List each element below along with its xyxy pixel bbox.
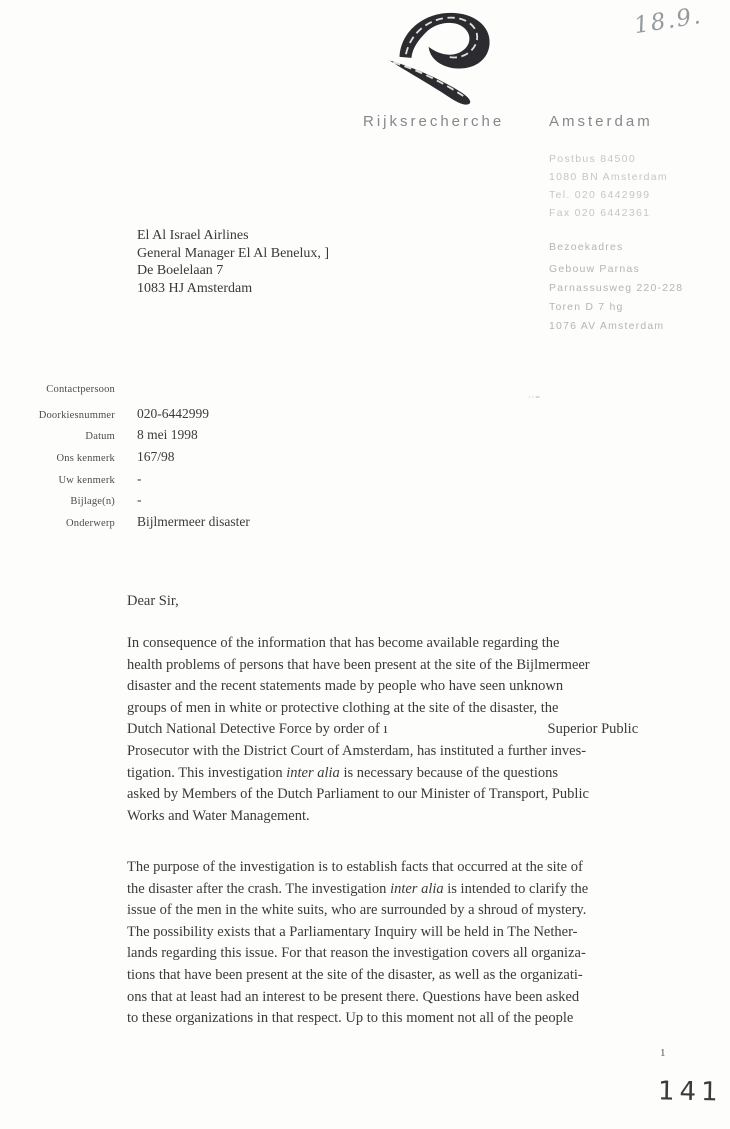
meta-value: -	[137, 492, 142, 508]
meta-row	[0, 427, 420, 449]
text-line: Postbus 84500	[549, 153, 636, 165]
text-line: tigation. This investigation inter alia is necessary because of the questions	[127, 764, 559, 781]
text-line: asked by Members of the Dutch Parliament to our Minister of Transport, Public	[127, 786, 589, 803]
text-line: The possibility exists that a Parliamentary Inquiry will be held in The Nether-	[127, 923, 578, 940]
meta-row	[0, 384, 420, 406]
text-line: Parnassusweg 220-228	[549, 282, 684, 294]
reference-block	[0, 384, 420, 536]
recipient-address-block	[137, 227, 329, 297]
page-number: 1	[660, 1047, 666, 1059]
meta-value: 8 mei 1998	[137, 427, 198, 443]
text-line: El Al Israel Airlines	[137, 228, 249, 243]
org-name: Rijksrecherche	[363, 113, 505, 130]
meta-label: Contactpersoon	[46, 384, 115, 395]
rijksrecherche-logo	[383, 6, 518, 106]
text-line: tions that have been present at the site of the disaster, as well as the organizati-	[127, 966, 583, 983]
text-line: 1076 AV Amsterdam	[549, 320, 665, 332]
text-line: Dutch National Detective Force by order of ı Superior Public	[127, 721, 639, 738]
text-line: The purpose of the investigation is to establish facts that occurred at the site of	[127, 859, 583, 875]
meta-label: Onderwerp	[65, 518, 115, 530]
text-line: Toren D 7 hg	[549, 301, 624, 313]
meta-row	[0, 514, 420, 536]
text-line: Tel. 020 6442999	[549, 189, 651, 201]
handwritten-date-note: 18.9.	[632, 2, 705, 40]
text-line: In consequence of the information that has become available regarding the	[127, 635, 560, 651]
meta-row	[0, 406, 420, 428]
text-line: Fax 020 6442361	[549, 207, 651, 219]
text-line: lands regarding this issue. For that reason the investigation covers all organiza-	[127, 945, 586, 962]
meta-value: 167/98	[137, 449, 175, 465]
text-line: De Boelelaan 7	[137, 263, 224, 278]
text-line: ons that at least had an interest to be present there. Questions have been asked	[127, 988, 580, 1005]
salutation: Dear Sir,	[127, 593, 179, 609]
body-paragraph-1	[127, 633, 638, 827]
text-line: health problems of persons that have been present at the site of the Bijlmermeer	[127, 656, 590, 673]
text-line: 1083 HJ Amsterdam	[137, 280, 253, 296]
pencil-smudge-mark: ··=	[528, 393, 541, 402]
archive-stamp-number: 141	[657, 1076, 723, 1108]
org-city: Amsterdam	[549, 113, 653, 130]
text-line: 1080 BN Amsterdam	[549, 171, 668, 183]
text-line: the disaster after the crash. The investigation inter alia is intended to clarify the	[127, 880, 589, 897]
text-line: to these organizations in that respect. Up to this moment not all of the people	[127, 1010, 574, 1027]
meta-row	[0, 449, 420, 471]
text-line: issue of the men in the white suits, who are surrounded by a shroud of mystery.	[127, 902, 587, 919]
visit-address-label: Bezoekadres	[549, 241, 624, 253]
postal-address-block	[549, 150, 668, 222]
meta-label: Uw kenmerk	[58, 474, 115, 486]
meta-label: Bijlage(n)	[70, 496, 115, 508]
meta-row	[0, 492, 420, 514]
meta-label: Ons kenmerk	[56, 453, 115, 465]
text-line: disaster and the recent statements made by people who have seen unknown	[127, 678, 564, 695]
body-paragraph-2	[127, 857, 588, 1030]
text-line: Prosecutor with the District Court of Amsterdam, has instituted a further inves-	[127, 742, 587, 759]
text-line: Works and Water Management.	[127, 807, 310, 824]
meta-label: Datum	[85, 431, 115, 443]
meta-value: Bijlmermeer disaster	[137, 514, 250, 530]
text-line: General Manager El Al Benelux, ]	[137, 245, 330, 261]
visit-address-block	[549, 260, 683, 336]
logo-top-ribbon	[400, 13, 490, 69]
meta-label: Doorkiesnummer	[38, 409, 115, 421]
meta-row	[0, 471, 420, 493]
meta-value: -	[137, 470, 142, 486]
meta-value: 020-6442999	[137, 405, 209, 421]
text-line: groups of men in white or protective clothing at the site of the disaster, the	[127, 699, 559, 716]
text-line: Gebouw Parnas	[549, 263, 640, 275]
